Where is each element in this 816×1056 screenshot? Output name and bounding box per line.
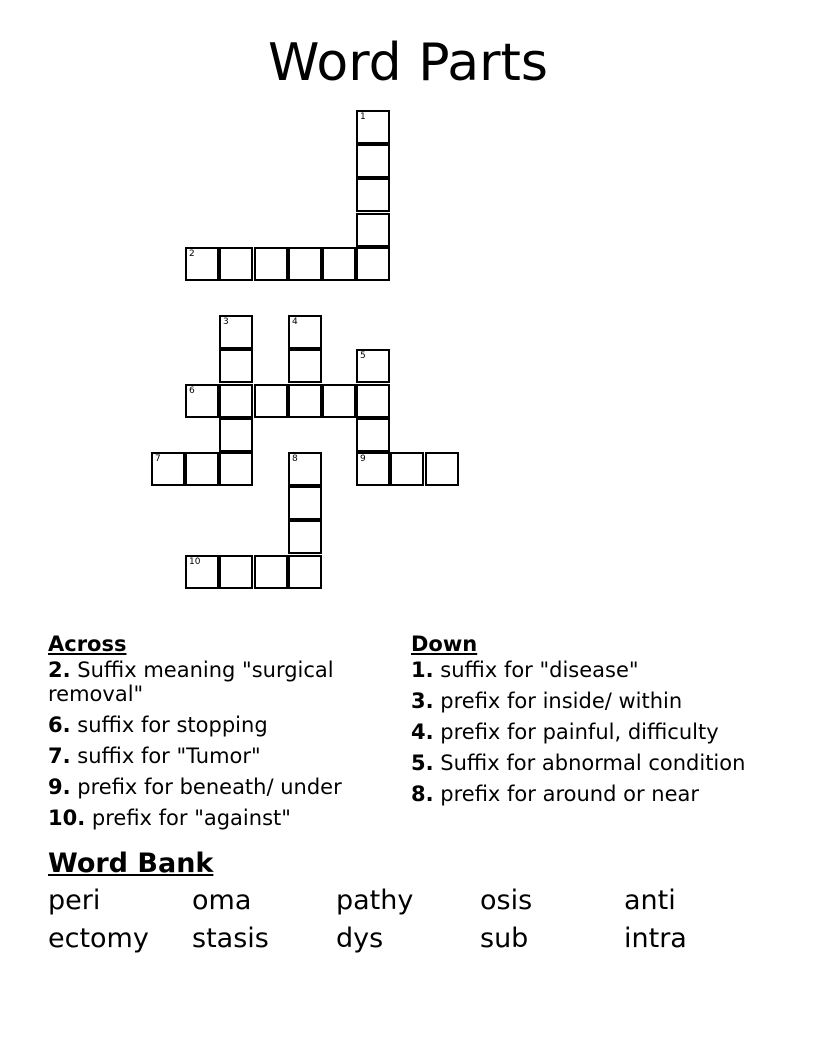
word-bank-item: osis	[480, 885, 533, 916]
clue-number: 10.	[48, 806, 86, 830]
across-clue	[48, 806, 383, 830]
word-bank-item: ectomy	[48, 923, 149, 954]
clue-number: 5.	[411, 751, 434, 775]
crossword-cell[interactable]	[219, 452, 253, 486]
crossword-cell[interactable]	[356, 418, 390, 452]
across-clue	[48, 713, 383, 737]
crossword-cell[interactable]	[288, 555, 322, 589]
down-heading: Down	[411, 632, 478, 656]
clue-text: Suffix for abnormal condition	[440, 751, 746, 775]
down-clues	[411, 630, 761, 813]
clue-text: prefix for "against"	[91, 806, 291, 830]
across-clue	[48, 744, 383, 768]
crossword-cell[interactable]	[288, 384, 322, 418]
cell-number: 8	[292, 454, 298, 464]
crossword-cell[interactable]	[322, 247, 356, 281]
crossword-cell[interactable]	[254, 384, 288, 418]
word-bank-item: pathy	[336, 885, 414, 916]
clue-text: prefix for inside/ within	[440, 689, 683, 713]
crossword-cell[interactable]	[356, 247, 390, 281]
down-clue	[411, 782, 761, 806]
clue-text: suffix for stopping	[77, 713, 268, 737]
crossword-cell[interactable]	[288, 520, 322, 554]
cell-number: 4	[292, 317, 298, 327]
down-clue	[411, 720, 761, 744]
crossword-cell[interactable]	[151, 452, 185, 486]
crossword-cell[interactable]	[219, 555, 253, 589]
crossword-cell[interactable]	[219, 247, 253, 281]
down-clue	[411, 658, 761, 682]
word-bank-item: stasis	[192, 923, 269, 954]
across-clue	[48, 775, 383, 799]
crossword-cell[interactable]	[185, 384, 219, 418]
clue-number: 1.	[411, 658, 434, 682]
page-title: Word Parts	[268, 33, 548, 93]
crossword-cell[interactable]	[356, 110, 390, 144]
crossword-cell[interactable]	[322, 384, 356, 418]
crossword-cell[interactable]	[185, 247, 219, 281]
cell-number: 3	[223, 317, 229, 327]
clue-text: Suffix meaning "surgical removal"	[48, 658, 334, 706]
word-bank-item: oma	[192, 885, 252, 916]
word-bank-item: dys	[336, 923, 384, 954]
crossword-cell[interactable]	[288, 247, 322, 281]
cell-number: 1	[360, 112, 366, 122]
cell-number: 7	[155, 454, 161, 464]
word-bank-item: sub	[480, 923, 529, 954]
across-heading: Across	[48, 632, 127, 656]
crossword-cell[interactable]	[390, 452, 424, 486]
word-bank-item: intra	[624, 923, 687, 954]
word-bank-item: peri	[48, 885, 101, 916]
down-clue	[411, 751, 761, 775]
crossword-cell[interactable]	[356, 213, 390, 247]
crossword-cell[interactable]	[254, 247, 288, 281]
crossword-cell[interactable]	[219, 315, 253, 349]
cell-number: 2	[189, 249, 195, 259]
cell-number: 9	[360, 454, 366, 464]
crossword-cell[interactable]	[185, 555, 219, 589]
crossword-cell[interactable]	[288, 452, 322, 486]
across-clues	[48, 630, 383, 837]
crossword-cell[interactable]	[356, 178, 390, 212]
cell-number: 5	[360, 351, 366, 361]
crossword-cell[interactable]	[356, 349, 390, 383]
clue-text: suffix for "Tumor"	[77, 744, 261, 768]
across-clue	[48, 658, 383, 706]
crossword-cell[interactable]	[356, 452, 390, 486]
crossword-cell[interactable]	[219, 349, 253, 383]
clue-number: 2.	[48, 658, 71, 682]
clue-number: 9.	[48, 775, 71, 799]
clue-number: 4.	[411, 720, 434, 744]
clue-number: 7.	[48, 744, 71, 768]
clue-text: prefix for around or near	[440, 782, 699, 806]
cell-number: 10	[189, 557, 201, 567]
clue-number: 8.	[411, 782, 434, 806]
crossword-cell[interactable]	[185, 452, 219, 486]
crossword-cell[interactable]	[356, 144, 390, 178]
word-bank-title: Word Bank	[48, 848, 214, 879]
crossword-cell[interactable]	[288, 486, 322, 520]
clue-text: prefix for beneath/ under	[77, 775, 342, 799]
clue-text: suffix for "disease"	[440, 658, 639, 682]
clue-number: 6.	[48, 713, 71, 737]
down-clue	[411, 689, 761, 713]
cell-number: 6	[189, 386, 195, 396]
crossword-cell[interactable]	[356, 384, 390, 418]
crossword-cell[interactable]	[288, 315, 322, 349]
crossword-cell[interactable]	[288, 349, 322, 383]
crossword-cell[interactable]	[219, 384, 253, 418]
clue-number: 3.	[411, 689, 434, 713]
word-bank-item: anti	[624, 885, 676, 916]
clue-text: prefix for painful, difficulty	[440, 720, 719, 744]
crossword-cell[interactable]	[219, 418, 253, 452]
crossword-cell[interactable]	[254, 555, 288, 589]
crossword-cell[interactable]	[425, 452, 459, 486]
